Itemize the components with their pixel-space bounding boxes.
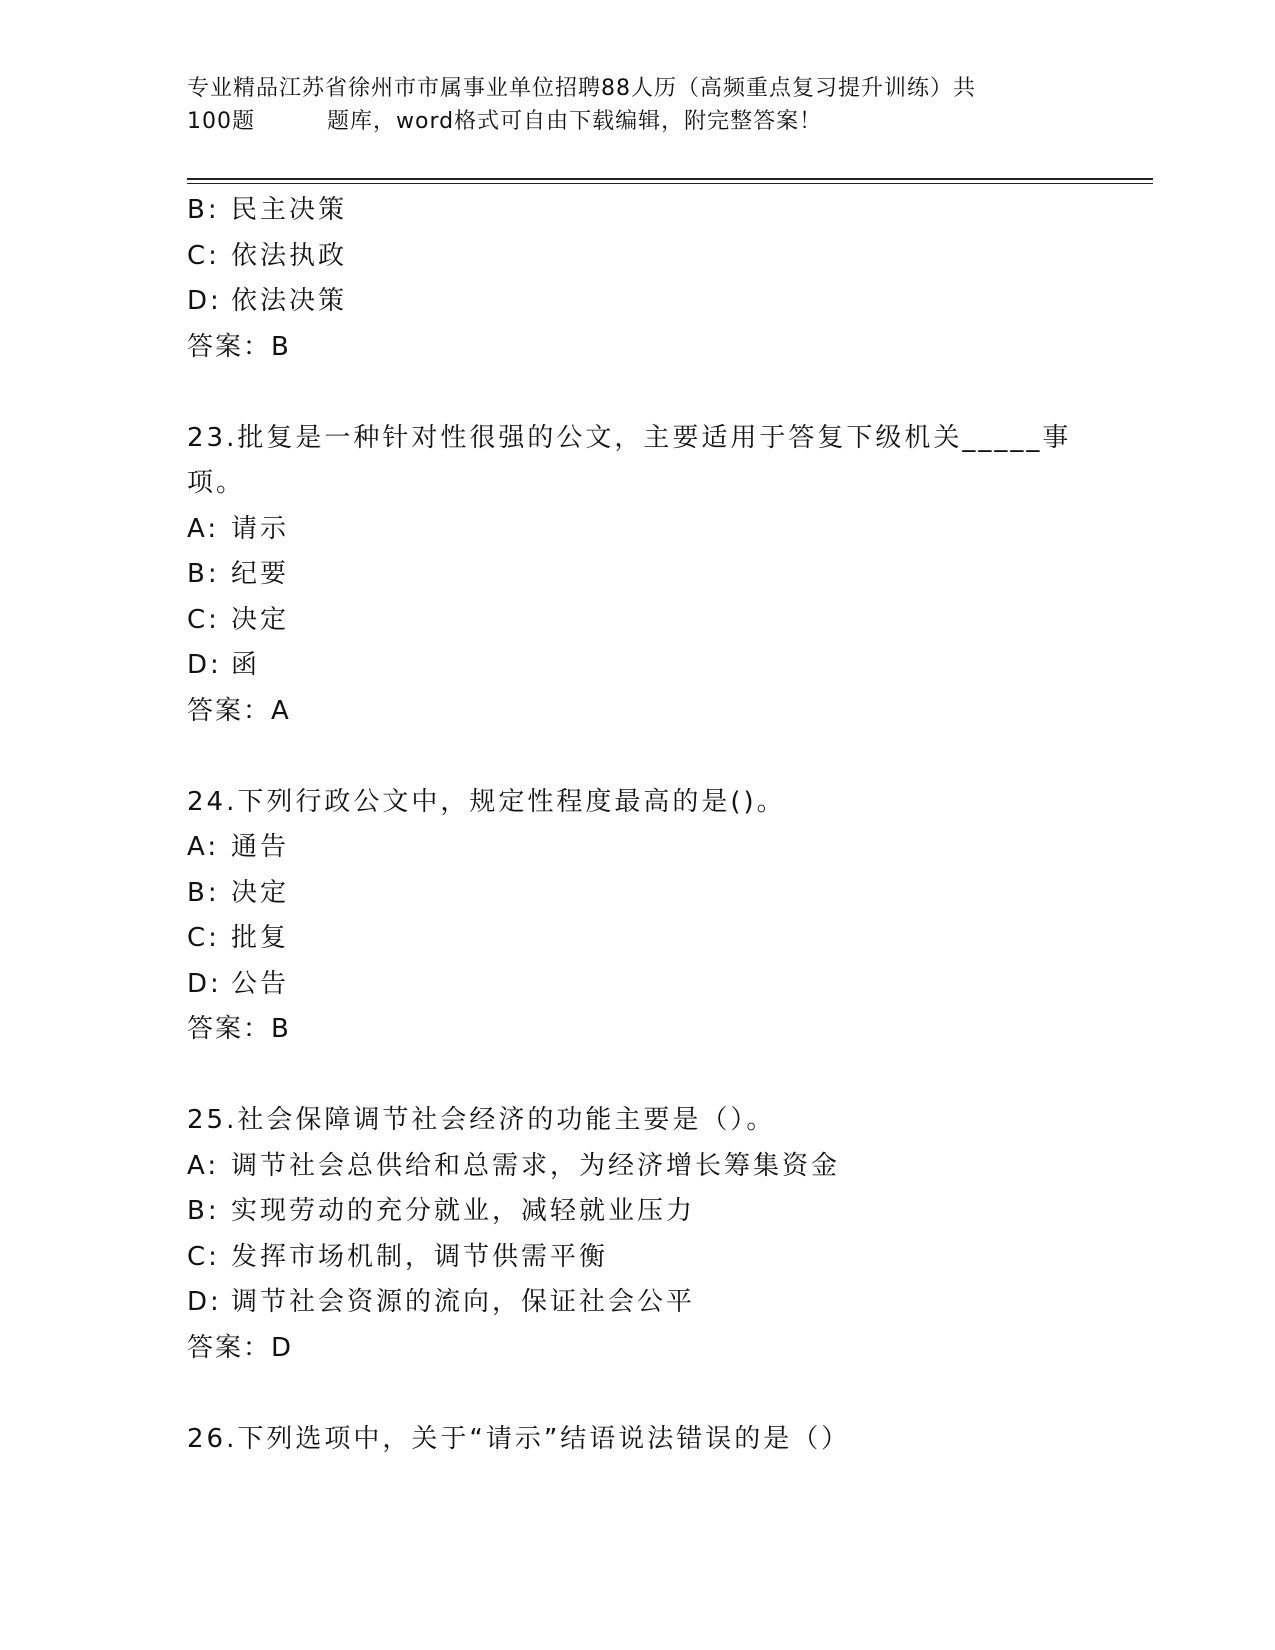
header-title-suffix: 题库，word格式可自由下载编辑，附完整答案！ bbox=[327, 109, 823, 134]
option-a: A:调节社会总供给和总需求，为经济增长筹集资金 bbox=[187, 1150, 841, 1181]
question-24 bbox=[187, 780, 1087, 1053]
answer-line: 答案：B bbox=[187, 1014, 291, 1044]
option-b: B:纪要 bbox=[187, 559, 290, 589]
question-25 bbox=[187, 1098, 1087, 1371]
question-text: 25.社会保障调节社会经济的功能主要是（）。 bbox=[187, 1105, 776, 1135]
option-b: B:民主决策 bbox=[187, 195, 348, 225]
header-title-line-1: 专业精品江苏省徐州市市属事业单位招聘88人历（高频重点复习提升训练）共 bbox=[187, 76, 976, 101]
option-b: B:决定 bbox=[187, 877, 290, 908]
answer-line: 答案：A bbox=[187, 695, 291, 726]
option-c: C:依法执政 bbox=[187, 240, 348, 271]
question-26 bbox=[187, 1417, 1087, 1463]
question-text: 26.下列选项中，关于“请示”结语说法错误的是（） bbox=[187, 1423, 851, 1454]
question-23 bbox=[187, 416, 1087, 735]
header-title-line-2 bbox=[187, 105, 1067, 138]
option-b: B:实现劳动的充分就业，减轻就业压力 bbox=[187, 1196, 696, 1226]
option-a: A:请示 bbox=[187, 513, 290, 544]
option-d: D:函 bbox=[187, 650, 261, 680]
question-list bbox=[187, 188, 1087, 1462]
answer-line: 答案：D bbox=[187, 1332, 294, 1363]
option-c: C:决定 bbox=[187, 604, 290, 635]
question-22-continuation bbox=[187, 188, 1087, 370]
option-d: D:公告 bbox=[187, 968, 290, 999]
page-header bbox=[187, 72, 1067, 138]
option-a: A:通告 bbox=[187, 832, 290, 862]
question-text: 24.下列行政公文中，规定性程度最高的是()。 bbox=[187, 786, 786, 817]
option-c: C:批复 bbox=[187, 923, 290, 953]
question-text-cont: 项。 bbox=[187, 468, 246, 498]
option-d: D:依法决策 bbox=[187, 286, 348, 316]
option-d: D:调节社会资源的流向，保证社会公平 bbox=[187, 1287, 696, 1317]
answer-line: 答案：B bbox=[187, 331, 291, 362]
question-text: 23.批复是一种针对性很强的公文，主要适用于答复下级机关_____事 bbox=[187, 422, 1072, 453]
option-c: C:发挥市场机制，调节供需平衡 bbox=[187, 1241, 609, 1272]
header-divider-thin bbox=[187, 183, 1153, 184]
header-divider-thick bbox=[187, 178, 1153, 180]
header-question-count: 100题 bbox=[187, 109, 255, 134]
